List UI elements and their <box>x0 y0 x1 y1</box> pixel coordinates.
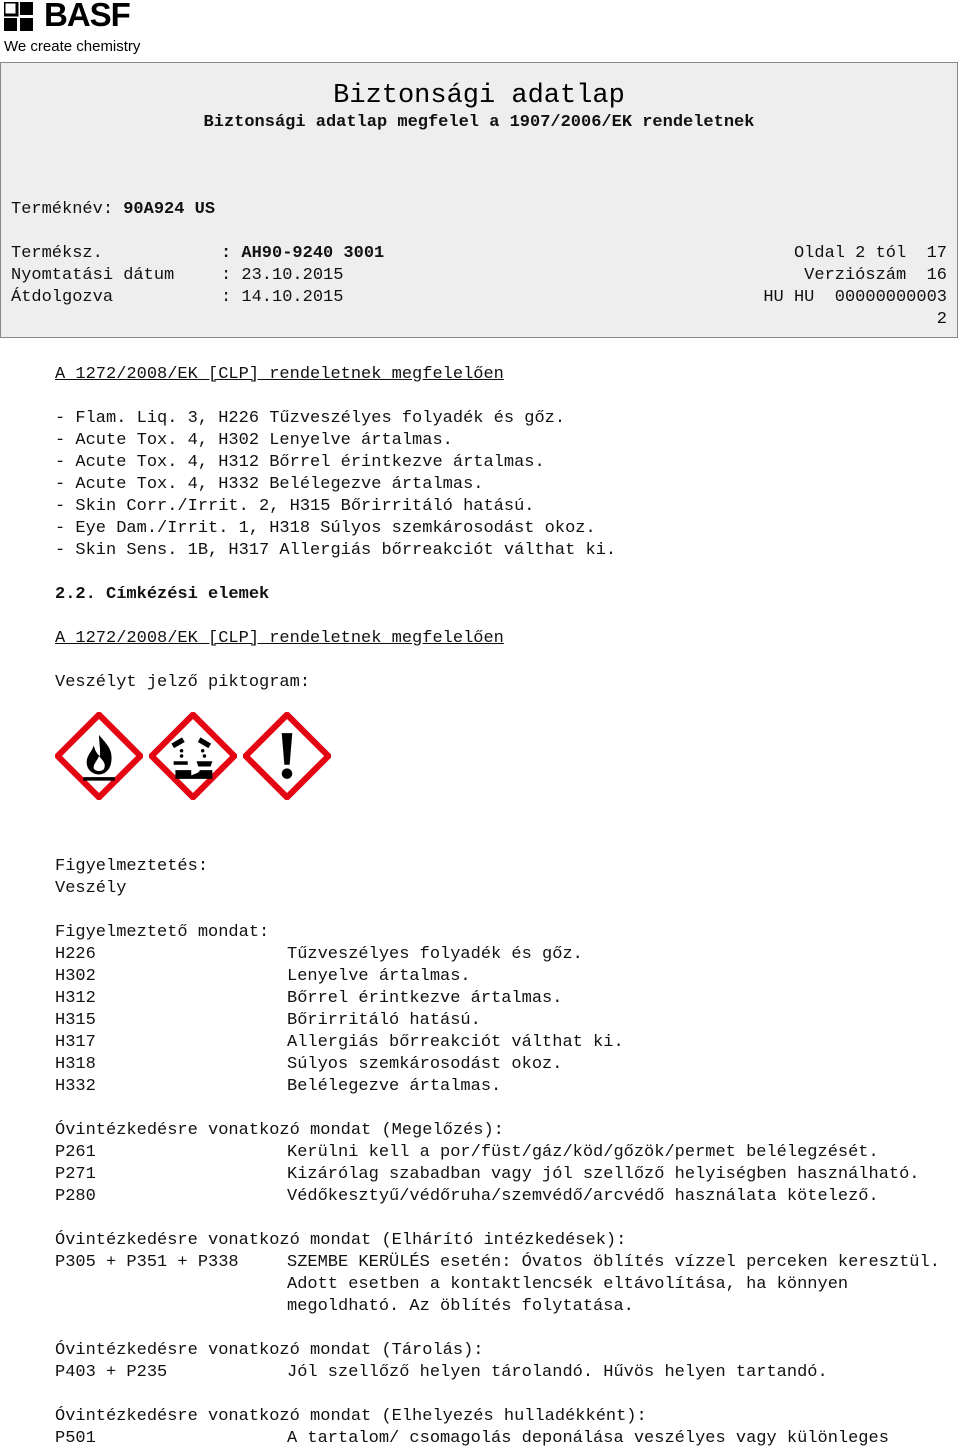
storage-label: Óvintézkedésre vonatkozó mondat (Tárolás): <box>55 1341 484 1360</box>
page-info: Oldal 2 tól 17 <box>793 244 947 263</box>
precaution-text: Kerülni kell a por/füst/gáz/köd/gőzök/permet belélegzését. <box>287 1143 879 1162</box>
print-date-value: : 23.10.2015 <box>221 266 344 285</box>
hazard-text: Tűzveszélyes folyadék és gőz. <box>287 945 583 964</box>
classification-list <box>55 408 950 562</box>
precaution-text: Védőkesztyű/védőruha/szemvédő/arcvédő használata kötelező. <box>287 1187 879 1206</box>
item-number-value: : AH90-9240 3001 <box>221 244 385 263</box>
precaution-code: P261 <box>55 1143 96 1162</box>
revised-label: Átdolgozva <box>11 288 114 307</box>
precaution-text: Jól szellőző helyen tárolandó. Hűvös helyen tartandó. <box>287 1363 828 1382</box>
revised-value: : 14.10.2015 <box>221 288 344 307</box>
pictogram-row <box>55 694 950 834</box>
document-subtitle: Biztonsági adatlap megfelel a 1907/2006/EK rendeletnek <box>203 113 755 132</box>
product-name-label: Terméknév: <box>11 200 114 219</box>
response-statement <box>55 1252 950 1318</box>
extra-number: 2 <box>936 310 947 329</box>
print-date-label: Nyomtatási dátum <box>11 266 175 285</box>
hazard-statements-label: Figyelmeztető mondat: <box>55 923 270 942</box>
country-code: HU HU 00000000003 <box>763 288 947 307</box>
basf-logo <box>4 0 204 58</box>
precaution-code: P271 <box>55 1165 96 1184</box>
classification-heading: A 1272/2008/EK [CLP] rendeletnek megfelelően <box>55 365 504 384</box>
hazard-statement <box>55 1032 950 1054</box>
prevention-label: Óvintézkedésre vonatkozó mondat (Megelőzés): <box>55 1121 504 1140</box>
hazard-code: H302 <box>55 967 96 986</box>
section-title-label-elements: 2.2. Címkézési elemek <box>55 585 270 604</box>
classification-item: - Flam. Liq. 3, H226 Tűzveszélyes folyadék és gőz. <box>55 409 566 428</box>
hazard-text: Bőrirritáló hatású. <box>287 1011 481 1030</box>
signal-word: Veszély <box>55 879 127 898</box>
brand-tagline: We create chemistry <box>4 38 141 55</box>
hazard-statements-list <box>55 944 950 1098</box>
prevention-statement <box>55 1186 950 1208</box>
flame-icon <box>55 712 143 800</box>
item-number-label: Terméksz. <box>11 244 103 263</box>
hazard-text: Bőrrel érintkezve ártalmas. <box>287 989 563 1008</box>
hazard-code: H226 <box>55 945 96 964</box>
hazard-code: H315 <box>55 1011 96 1030</box>
hazard-statement <box>55 1076 950 1098</box>
disposal-label: Óvintézkedésre vonatkozó mondat (Elhelyezés hulladékként): <box>55 1407 647 1426</box>
hazard-code: H332 <box>55 1077 96 1096</box>
version-info: Verziószám 16 <box>804 266 947 285</box>
document-title: Biztonsági adatlap <box>333 81 625 111</box>
hazard-text: Súlyos szemkárosodást okoz. <box>287 1055 563 1074</box>
hazard-statement <box>55 988 950 1010</box>
precaution-code: P305 + P351 + P338 <box>55 1253 239 1272</box>
hazard-statement <box>55 1054 950 1076</box>
classification-item: - Eye Dam./Irrit. 1, H318 Súlyos szemkárosodást okoz. <box>55 519 596 538</box>
precaution-code: P501 <box>55 1429 96 1448</box>
document-header <box>0 62 958 338</box>
print-date-row <box>11 265 343 287</box>
corrosion-icon <box>149 712 237 800</box>
classification-item: - Acute Tox. 4, H302 Lenyelve ártalmas. <box>55 431 453 450</box>
document-body <box>55 364 950 1450</box>
hazard-statement <box>55 966 950 988</box>
classification-item: - Skin Sens. 1B, H317 Allergiás bőrreakciót válthat ki. <box>55 541 617 560</box>
disposal-statement <box>55 1428 950 1450</box>
response-label: Óvintézkedésre vonatkozó mondat (Elhárító intézkedések): <box>55 1231 627 1250</box>
classification-item: - Acute Tox. 4, H312 Bőrrel érintkezve ártalmas. <box>55 453 545 472</box>
hazard-code: H312 <box>55 989 96 1008</box>
hazard-text: Belélegezve ártalmas. <box>287 1077 502 1096</box>
product-name-row <box>11 199 215 221</box>
hazard-statement <box>55 1010 950 1032</box>
clp-heading: A 1272/2008/EK [CLP] rendeletnek megfelelően <box>55 629 504 648</box>
hazard-text: Allergiás bőrreakciót válthat ki. <box>287 1033 624 1052</box>
storage-statement <box>55 1362 950 1384</box>
signal-word-label: Figyelmeztetés: <box>55 857 209 876</box>
hazard-text: Lenyelve ártalmas. <box>287 967 471 986</box>
exclamation-icon <box>243 712 331 800</box>
precaution-text: Kizárólag szabadban vagy jól szellőző helyiségben használható. <box>287 1165 920 1184</box>
precaution-code: P403 + P235 <box>55 1363 168 1382</box>
hazard-statement <box>55 944 950 966</box>
prevention-statement <box>55 1164 950 1186</box>
precaution-code: P280 <box>55 1187 96 1206</box>
precaution-text: A tartalom/ csomagolás deponálása veszélyes vagy különleges <box>287 1429 889 1448</box>
prevention-statement <box>55 1142 950 1164</box>
pictogram-label: Veszélyt jelző piktogram: <box>55 673 311 692</box>
classification-item: - Acute Tox. 4, H332 Belélegezve ártalmas. <box>55 475 484 494</box>
item-number-row <box>11 243 384 265</box>
brand-name: BASF <box>44 0 130 33</box>
precaution-text: SZEMBE KERÜLÉS esetén: Óvatos öblítés vízzel perceken keresztül. Adott esetben a kontaktlencsék eltávolítása, ha könnyen megoldható. Az öblítés folytatása. <box>287 1253 940 1316</box>
basf-logo-mark-icon <box>4 2 40 32</box>
hazard-code: H318 <box>55 1055 96 1074</box>
revised-row <box>11 287 343 309</box>
hazard-code: H317 <box>55 1033 96 1052</box>
product-name-value: 90A924 US <box>123 200 216 219</box>
classification-item: - Skin Corr./Irrit. 2, H315 Bőrirritáló hatású. <box>55 497 535 516</box>
